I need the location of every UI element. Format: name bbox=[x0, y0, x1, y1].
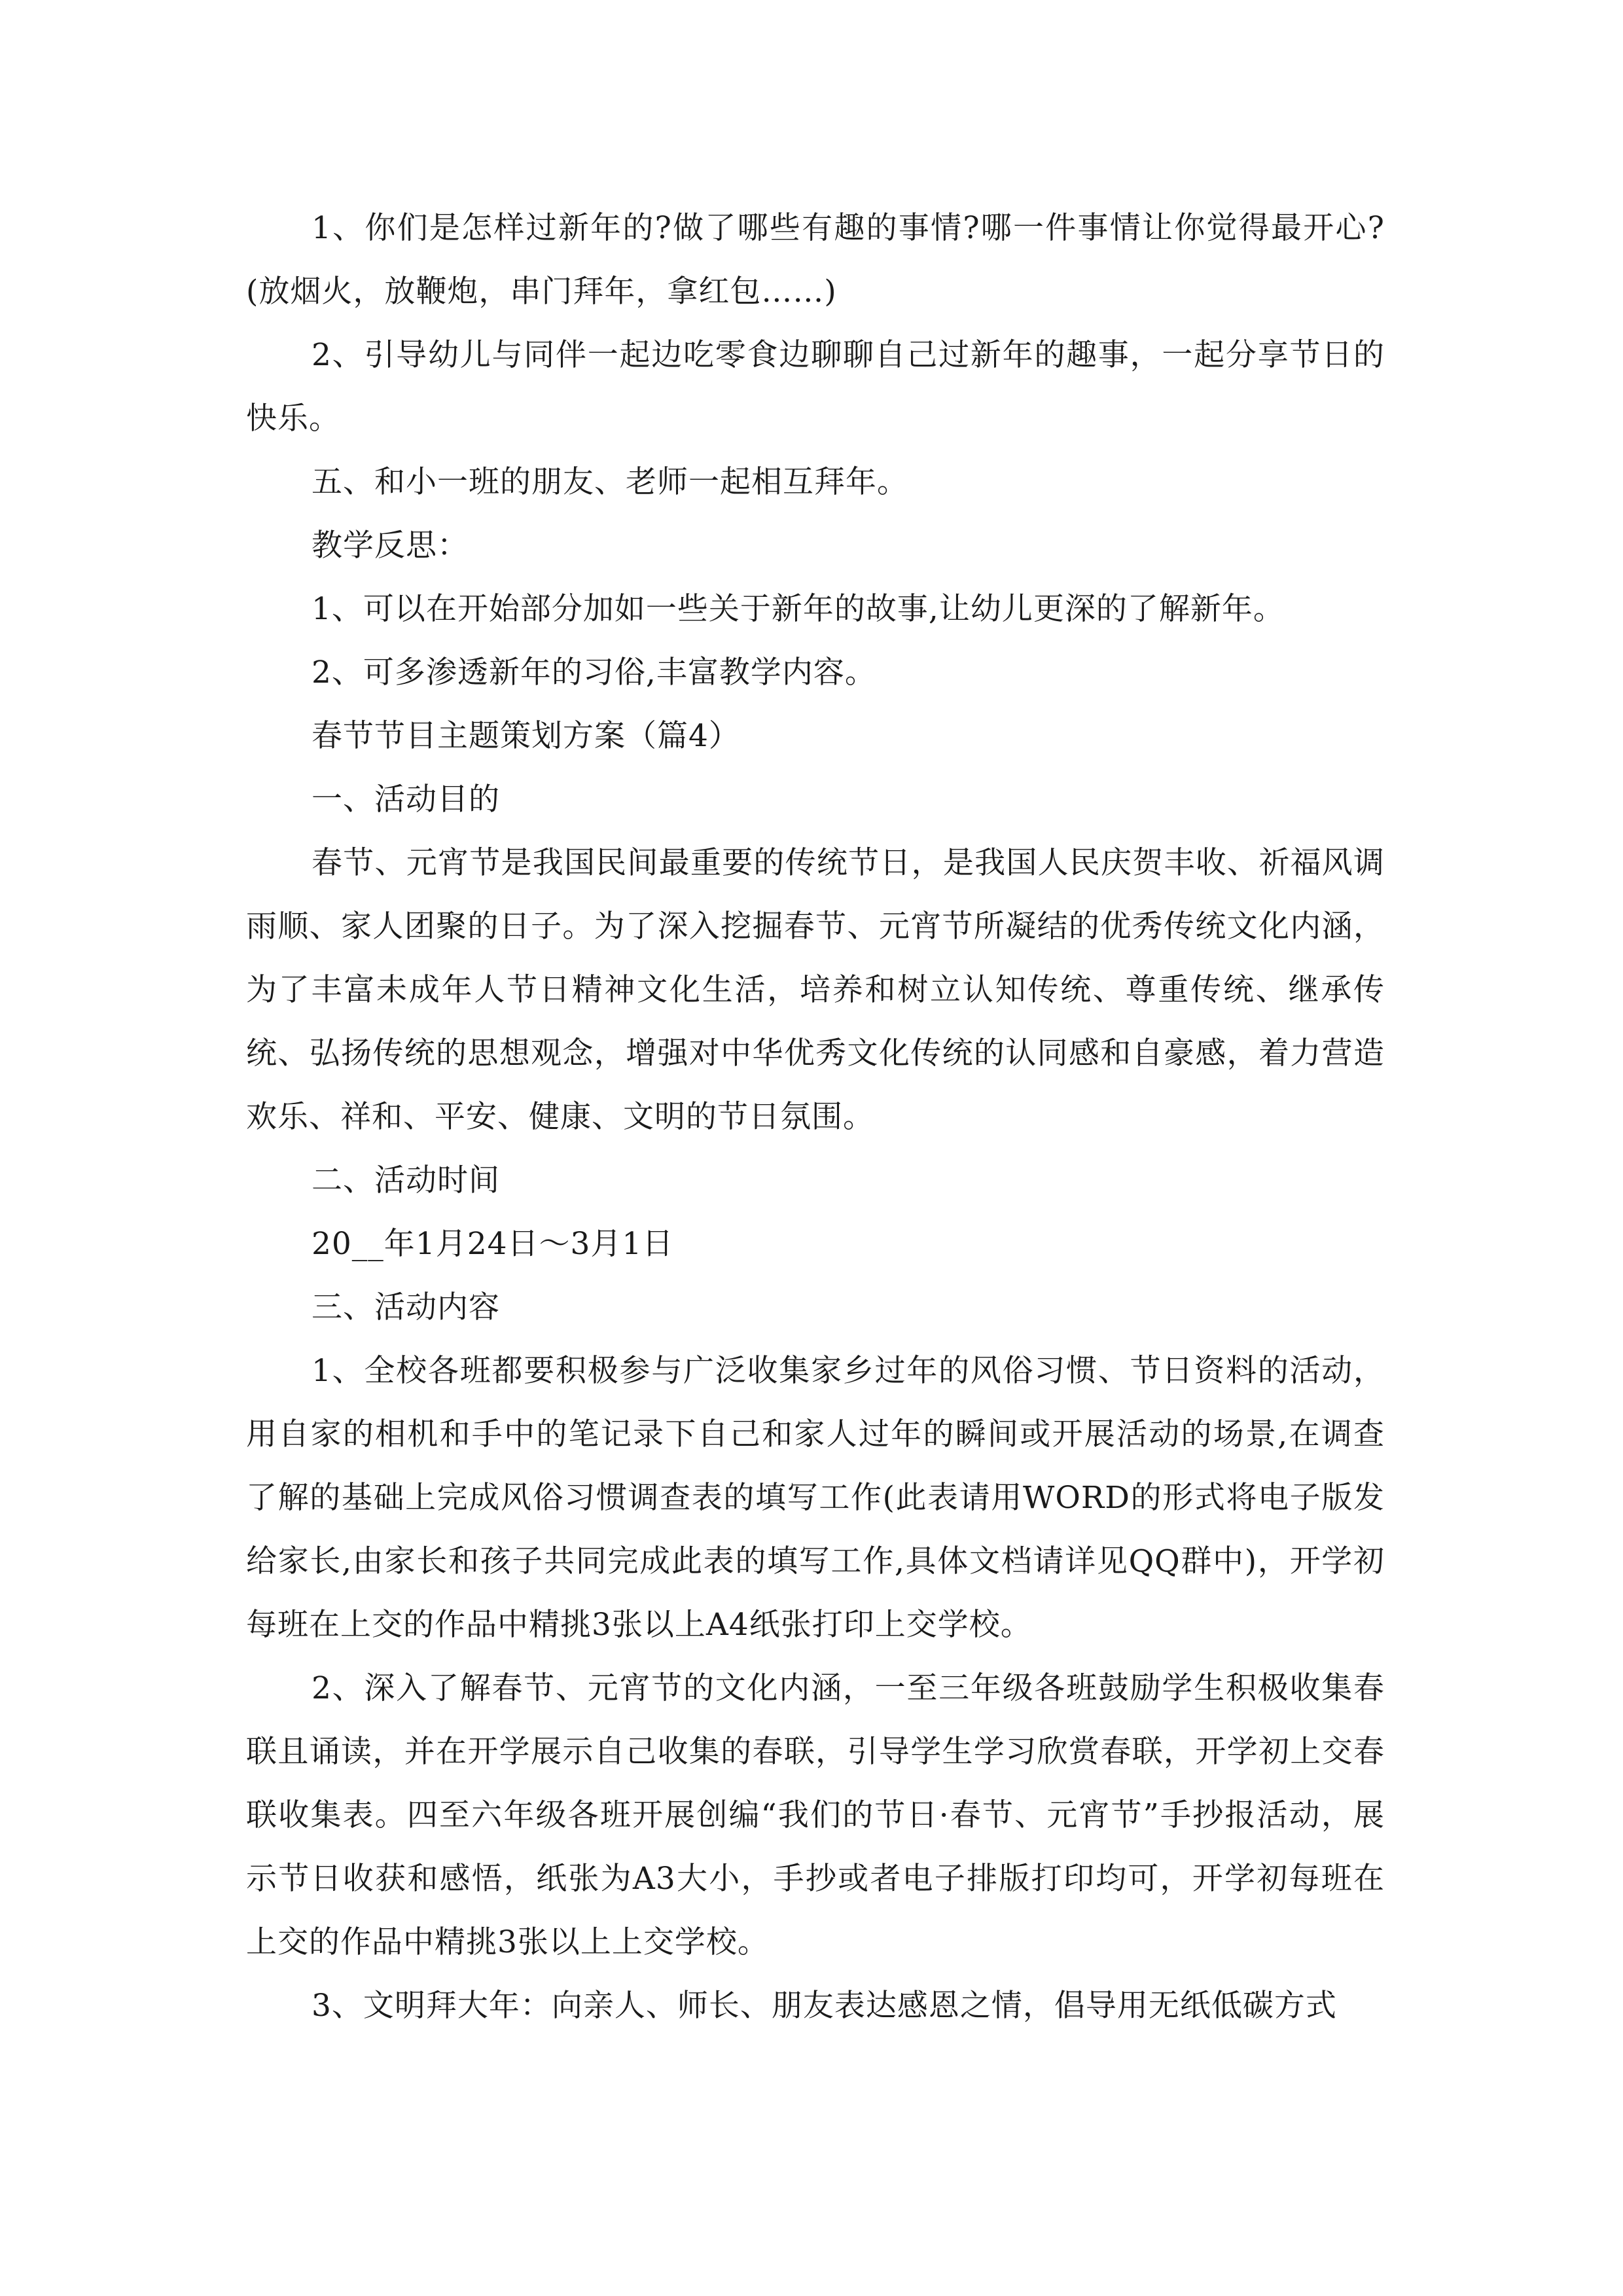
paragraph-question-2: 2、引导幼儿与同伴一起边吃零食边聊聊自己过新年的趣事，一起分享节日的快乐。 bbox=[246, 337, 1385, 437]
paragraph-reflection-1: 1、可以在开始部分加如一些关于新年的故事,让幼儿更深的了解新年。 bbox=[312, 591, 1285, 627]
heading-activity-content: 三、活动内容 bbox=[312, 1289, 500, 1325]
paragraph-activity-purpose: 春节、元宵节是我国民间最重要的传统节日，是我国人民庆贺丰收、祈福风调雨顺、家人团聚的日子。为了深入挖掘春节、元宵节所凝结的优秀传统文化内涵，为了丰富未成年人节日精神文化生活，培养和树立认知传统、尊重传统、继承传统、弘扬传统的思想观念，增强对中华优秀文化传统的认同感和自豪感，着力营造欢乐、祥和、平安、健康、文明的节日氛围。 bbox=[246, 845, 1385, 1135]
paragraph-reflection-2: 2、可多渗透新年的习俗,丰富教学内容。 bbox=[312, 655, 876, 691]
paragraph-content-1: 1、全校各班都要积极参与广泛收集家乡过年的风俗习惯、节日资料的活动，用自家的相机和手中的笔记录下自己和家人过年的瞬间或开展活动的场景,在调查了解的基础上完成风俗习惯调查表的填写工作(此表请用WORD的形式将电子版发给家长,由家长和孩子共同完成此表的填写工作,具体文档请详见QQ群中)，开学初每班在上交的作品中精挑3张以上A4纸张打印上交学校。 bbox=[246, 1353, 1385, 1643]
paragraph-section-five: 五、和小一班的朋友、老师一起相互拜年。 bbox=[312, 464, 908, 500]
heading-activity-purpose: 一、活动目的 bbox=[312, 781, 500, 817]
heading-activity-time: 二、活动时间 bbox=[312, 1162, 500, 1198]
heading-plan-title: 春节节目主题策划方案（篇4） bbox=[312, 718, 740, 754]
paragraph-content-3: 3、文明拜大年：向亲人、师长、朋友表达感恩之情，倡导用无纸低碳方式 bbox=[312, 1988, 1337, 2024]
document-body bbox=[246, 196, 1385, 2037]
paragraph-question-1: 1、你们是怎样过新年的?做了哪些有趣的事情?哪一件事情让你觉得最开心?(放烟火，放鞭炮，串门拜年，拿红包……) bbox=[246, 210, 1385, 310]
paragraph-activity-time: 20__年1月24日～3月1日 bbox=[312, 1226, 674, 1262]
heading-teaching-reflection: 教学反思： bbox=[312, 528, 469, 564]
paragraph-content-2: 2、深入了解春节、元宵节的文化内涵，一至三年级各班鼓励学生积极收集春联且诵读，并在开学展示自己收集的春联，引导学生学习欣赏春联，开学初上交春联收集表。四至六年级各班开展创编“我们的节日·春节、元宵节”手抄报活动，展示节日收获和感悟，纸张为A3大小，手抄或者电子排版打印均可，开学初每班在上交的作品中精挑3张以上上交学校。 bbox=[246, 1670, 1385, 1960]
